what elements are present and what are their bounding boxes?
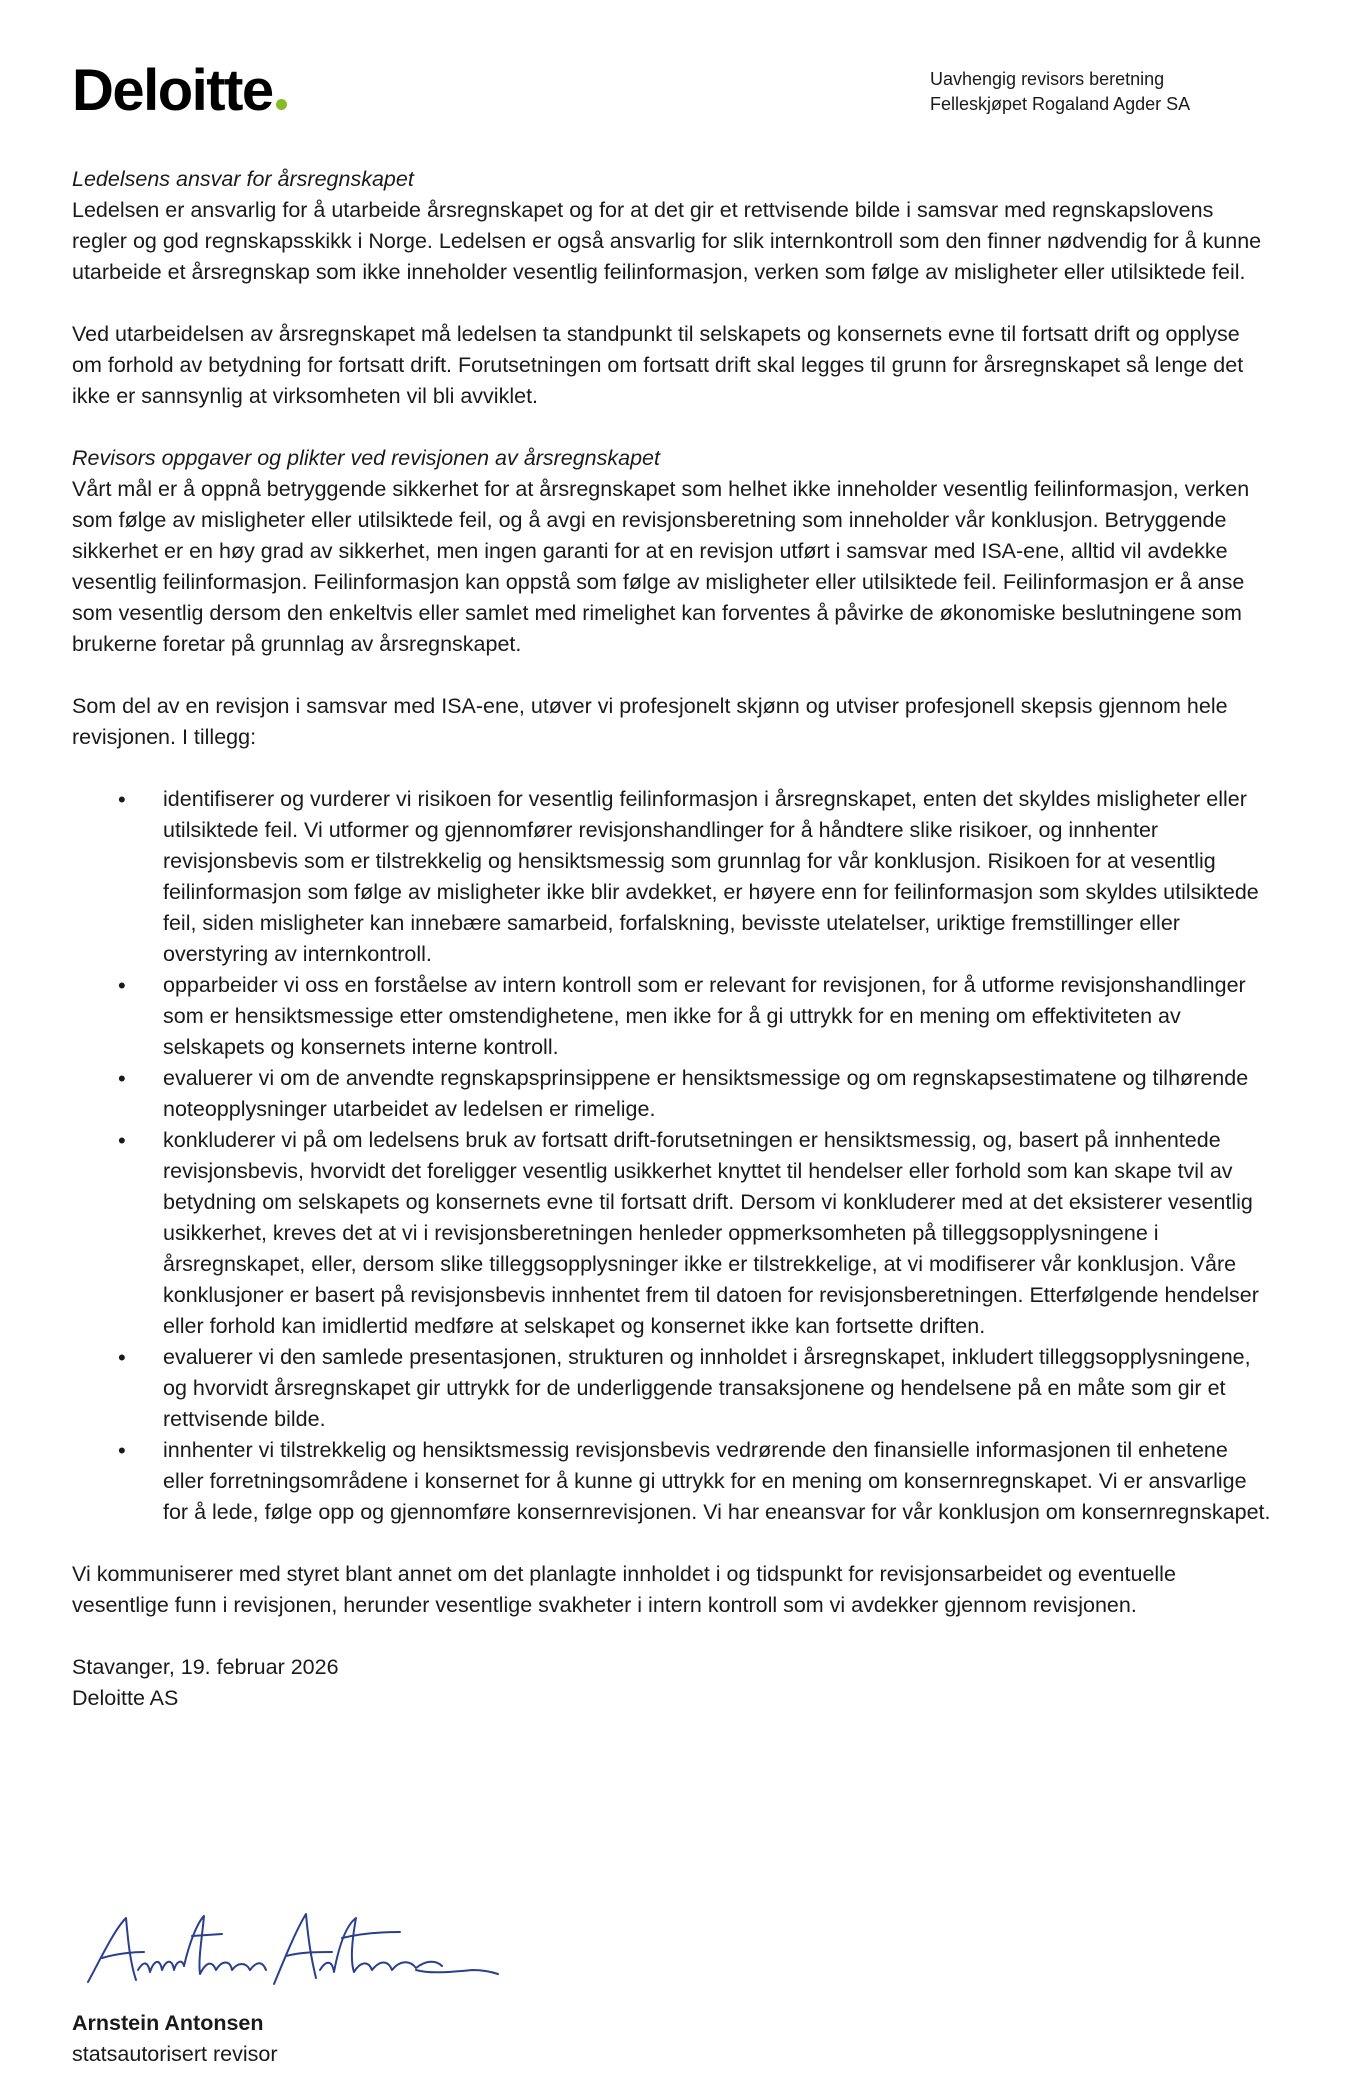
list-item: • opparbeider vi oss en forståelse av intern kontroll som er relevant for revisjonen, for å utforme revisjonshandlinger som er hensiktsmessige etter omstendighetene, men ikke for å gi uttrykk for en mening om effektiviteten av selskapets og konsernets interne kontroll. bbox=[72, 970, 1272, 1063]
bullet-icon: • bbox=[118, 1438, 126, 1463]
bullet-icon: • bbox=[118, 787, 126, 812]
closing-paragraph: Vi kommuniserer med styret blant annet om det planlagte innholdet i og tidspunkt for revisjonsarbeidet og eventuelle vesentlige funn i revisjonen, herunder vesentlige svakheter i intern kontroll som vi avdekker gjennom revisjonen. bbox=[72, 1562, 1176, 1617]
management-paragraph-1: Ledelsen er ansvarlig for å utarbeide årsregnskapet og for at det gir et rettvisende bilde i samsvar med regnskapslovens regler og god regnskapsskikk i Norge. Ledelsen er også ansvarlig for slik internkontroll som den finner nødvendig for å kunne utarbeide et årsregnskap som ikke inneholder vesentlig feilinformasjon, verken som følge av misligheter eller utilsiktede feil. bbox=[72, 198, 1262, 284]
list-item: • identifiserer og vurderer vi risikoen for vesentlig feilinformasjon i årsregnskapet, enten det skyldes misligheter eller utilsiktede feil. Vi utformer og gjennomfører revisjonshandlinger for å håndtere slike risikoer, og innhenter revisjonsbevis som er tilstrekkelig og hensiktsmessig som grunnlag for vår konklusjon. Risikoen for at vesentlig feilinformasjon som følge av misligheter ikke blir avdekket, er høyere enn for feilinformasjon som skyldes utilsiktede feil, siden misligheter kan innebære samarbeid, forfalskning, bevisste utelatelser, uriktige fremstillinger eller overstyring av internkontroll. bbox=[72, 784, 1272, 970]
management-paragraph-2: Ved utarbeidelsen av årsregnskapet må ledelsen ta standpunkt til selskapets og konsernets evne til fortsatt drift og opplyse om forhold av betydning for fortsatt drift. Forutsetningen om fortsatt drift skal legges til grunn for årsregnskapet så lenge det ikke er sannsynlig at virksomheten vil bli avviklet. bbox=[72, 322, 1244, 408]
signer-block bbox=[72, 2008, 278, 2070]
management-heading: Ledelsens ansvar for årsregnskapet bbox=[72, 167, 414, 191]
bullet-icon: • bbox=[118, 973, 126, 998]
auditor-heading: Revisors oppgaver og plikter ved revisjonen av årsregnskapet bbox=[72, 446, 660, 470]
report-body bbox=[72, 164, 1272, 1714]
deloitte-logo bbox=[72, 58, 287, 123]
list-item: • innhenter vi tilstrekkelig og hensiktsmessig revisjonsbevis vedrørende den finansielle informasjonen til enhetene eller forretningsområdene i konsernet for å kunne gi uttrykk for en mening om konsernregnskapet. Vi er ansvarlige for å lede, følge opp og gjennomføre konsernrevisjonen. Vi har eneansvar for vår konklusjon om konsernregnskapet. bbox=[72, 1435, 1272, 1528]
list-item: • konkluderer vi på om ledelsens bruk av fortsatt drift-forutsetningen er hensiktsmessig, og, basert på innhentede revisjonsbevis, hvorvidt det foreligger vesentlig usikkerhet knyttet til hendelser eller forhold som kan skape tvil av betydning om selskapets og konsernets evne til fortsatt drift. Dersom vi konkluderer med at det eksisterer vesentlig usikkerhet, kreves det at vi i revisjonsberetningen henleder oppmerksomheten på tilleggsopplysningene i årsregnskapet, eller, dersom slike tilleggsopplysninger ikke er tilstrekkelige, at vi modifiserer vår konklusjon. Våre konklusjoner er basert på revisjonsbevis innhentet frem til datoen for revisjonsberetningen. Etterfølgende hendelser eller forhold kan imidlertid medføre at selskapet og konsernet ikke kan fortsette driften. bbox=[72, 1125, 1272, 1342]
report-title: Uavhengig revisors beretning bbox=[930, 69, 1165, 89]
handwritten-signature bbox=[80, 1900, 520, 2000]
bullet-icon: • bbox=[118, 1066, 126, 1091]
signer-name: Arnstein Antonsen bbox=[72, 2011, 264, 2035]
place-date: Stavanger, 19. februar 2026 bbox=[72, 1655, 339, 1679]
auditor-paragraph-2: Som del av en revisjon i samsvar med ISA-ene, utøver vi profesjonelt skjønn og utviser profesjonell skepsis gjennom hele revisjonen. I tillegg: bbox=[72, 694, 1228, 749]
bullet-icon: • bbox=[118, 1345, 126, 1370]
signer-role: statsautorisert revisor bbox=[72, 2042, 278, 2066]
bullet-icon: • bbox=[118, 1128, 126, 1153]
list-item: • evaluerer vi den samlede presentasjonen, strukturen og innholdet i årsregnskapet, inkludert tilleggsopplysningene, og hvorvidt årsregnskapet gir uttrykk for de underliggende transaksjonene og hendelsene på en måte som gir et rettvisende bilde. bbox=[72, 1342, 1272, 1435]
audit-procedures-list bbox=[72, 784, 1272, 1528]
list-item: • evaluerer vi om de anvendte regnskapsprinsippene er hensiktsmessige og om regnskapsestimatene og tilhørende noteopplysninger utarbeidet av ledelsen er rimelige. bbox=[72, 1063, 1272, 1125]
logo-green-dot bbox=[276, 99, 287, 110]
auditor-paragraph-1: Vårt mål er å oppnå betryggende sikkerhet for at årsregnskapet som helhet ikke inneholder vesentlig feilinformasjon, verken som følge av misligheter eller utilsiktede feil, og å avgi en revisjonsberetning som inneholder vår konklusjon. Betryggende sikkerhet er en høy grad av sikkerhet, men ingen garanti for at en revisjon utført i samsvar med ISA-ene, alltid vil avdekke vesentlig feilinformasjon. Feilinformasjon kan oppstå som følge av misligheter eller utilsiktede feil. Feilinformasjon er å anse som vesentlig dersom den enkeltvis eller samlet med rimelighet kan forventes å påvirke de økonomiske beslutningene som brukerne foretar på grunnlag av årsregnskapet. bbox=[72, 477, 1250, 656]
firm-name: Deloitte AS bbox=[72, 1686, 179, 1710]
entity-name: Felleskjøpet Rogaland Agder SA bbox=[930, 94, 1191, 114]
report-header bbox=[930, 67, 1190, 117]
logo-text: Deloitte bbox=[72, 58, 273, 123]
